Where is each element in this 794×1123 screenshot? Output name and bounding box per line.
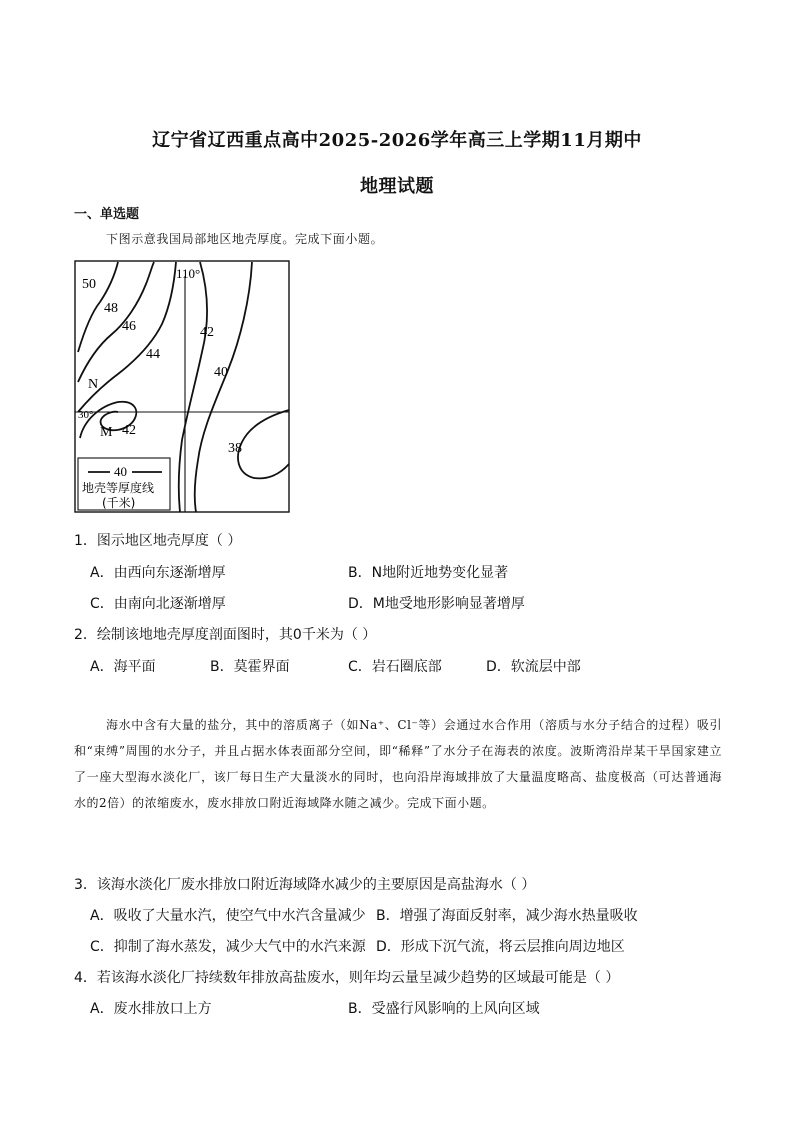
legend-unit: (千米) (102, 496, 136, 510)
document-subtitle: 地理试题 (360, 176, 434, 197)
contour-label-44: 44 (146, 347, 160, 362)
contour-label-50: 50 (82, 277, 96, 292)
q1-option-a[interactable]: A．由西向东逐渐增厚 (90, 565, 226, 581)
contour-line-40 (195, 262, 252, 512)
q4-option-a[interactable]: A．废水排放口上方 (90, 1001, 212, 1017)
q2-option-c[interactable]: C．岩石圈底部 (348, 659, 442, 675)
q3-option-d[interactable]: D．形成下沉气流，将云层推向周边地区 (376, 939, 625, 955)
q2-option-a[interactable]: A．海平面 (90, 659, 156, 675)
meridian-label: 110° (176, 266, 201, 281)
contour-label-38: 38 (228, 441, 242, 456)
contour-label-48: 48 (104, 301, 118, 316)
contour-label-42-m: 42 (122, 423, 136, 438)
legend-value: 40 (114, 464, 127, 479)
q2-stem: 2．绘制该地地壳厚度剖面图时，其0千米为（ ） (74, 627, 377, 643)
section-heading: 一、单选题 (74, 207, 140, 222)
point-m-label: M (100, 425, 113, 440)
legend-caption: 地壳等厚度线 (82, 481, 155, 495)
q3-option-b[interactable]: B．增强了海面反射率，减少海水热量吸收 (376, 908, 638, 924)
q4-option-b[interactable]: B．受盛行风影响的上风向区域 (348, 1001, 540, 1017)
q2-option-b[interactable]: B．莫霍界面 (210, 659, 290, 675)
q3-option-c[interactable]: C．抑制了海水蒸发，减少大气中的水汽来源 (90, 939, 366, 955)
contour-line-38 (238, 410, 289, 478)
q3-option-a[interactable]: A．吸收了大量水汽，使空气中水汽含量减少 (90, 908, 366, 924)
group2-passage-text: 海水中含有大量的盐分，其中的溶质离子（如Na⁺、Cl⁻等）会通过水合作用（溶质与水分子结合的过程）吸引和“束缚”周围的水分子，并且占据水体表面部分空间，即“稀释”了水分子在海表的浓度。波斯湾沿岸某干旱国家建立了一座大型海水淡化厂，该厂每日生产大量淡水的同时，也向沿岸海域排放了大量温度略高、盐度极高（可达普通海水的2倍）的浓缩废水，废水排放口附近海域降水随之减少。完成下面小题。 (74, 718, 722, 810)
q1-option-d[interactable]: D．M地受地形影响显著增厚 (348, 596, 525, 612)
document-title: 辽宁省辽西重点高中2025-2026学年高三上学期11月期中 (152, 130, 642, 151)
contour-line-42 (179, 262, 207, 512)
q1-stem: 1．图示地区地壳厚度（ ） (74, 533, 242, 549)
group1-intro: 下图示意我国局部地区地壳厚度。完成下面小题。 (106, 232, 384, 246)
point-n-label: N (88, 377, 99, 392)
contour-label-42-east: 42 (200, 325, 214, 340)
q1-option-b[interactable]: B．N地附近地势变化显著 (348, 565, 509, 581)
q1-option-c[interactable]: C．由南向北逐渐增厚 (90, 596, 226, 612)
contour-label-46: 46 (122, 319, 136, 334)
q2-option-d[interactable]: D．软流层中部 (486, 659, 581, 675)
q3-stem: 3．该海水淡化厂废水排放口附近海域降水减少的主要原因是高盐海水（ ） (74, 877, 536, 893)
group2-passage (74, 712, 722, 816)
contour-label-40: 40 (214, 365, 228, 380)
parallel-label: 30° (78, 409, 94, 421)
crust-thickness-map (74, 260, 292, 514)
q4-stem: 4．若该海水淡化厂持续数年排放高盐废水，则年均云量呈减少趋势的区域最可能是（ ） (74, 970, 620, 986)
